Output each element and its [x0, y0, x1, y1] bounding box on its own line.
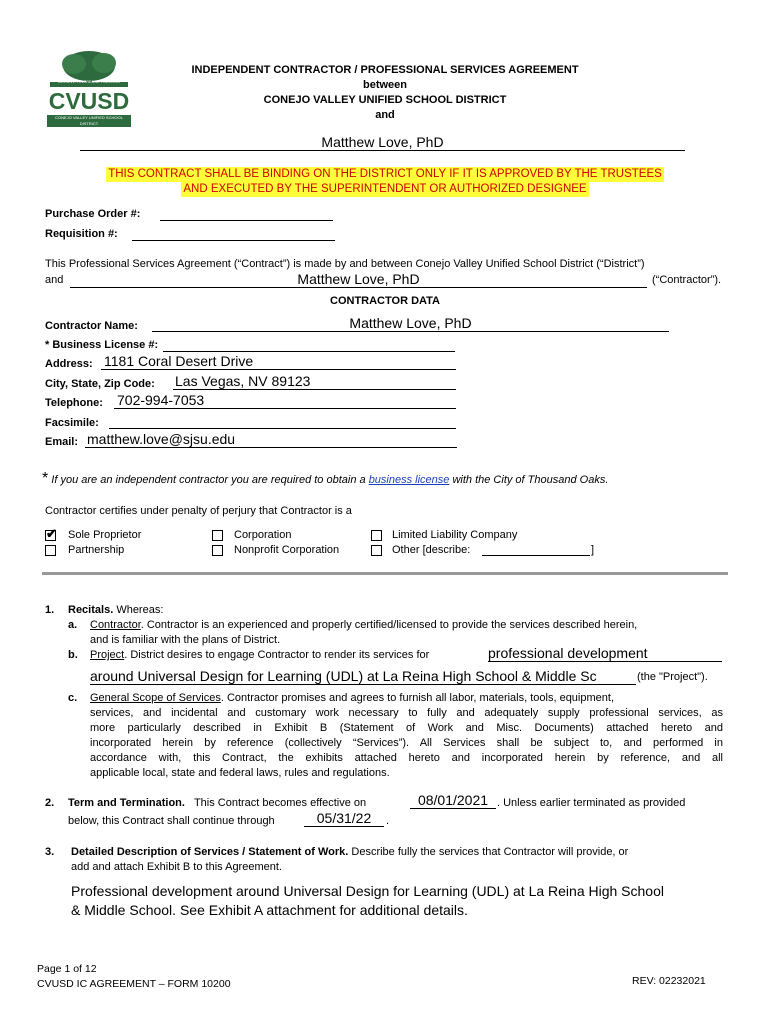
check-icon: ✔ [46, 526, 57, 541]
project-field-2[interactable]: around Universal Design for Learning (UDL) at La Reina High School & Middle Sc [90, 668, 636, 685]
po-field[interactable] [160, 206, 333, 221]
item-b-line: . District desires to engage Contractor to render its services for [124, 649, 430, 661]
license-field[interactable] [163, 337, 455, 352]
partnership-label: Partnership [68, 544, 125, 556]
doc-between: between [362, 79, 407, 91]
corporation-checkbox[interactable] [212, 530, 223, 541]
fax-field[interactable] [109, 414, 456, 429]
license-note-pre: If you are an independent contractor you are required to obtain a [51, 474, 366, 486]
item-a-letter: a. [68, 619, 78, 631]
doc-and: and [375, 109, 395, 121]
intro-and: and [45, 274, 64, 286]
item-c-title: General Scope of Services [90, 692, 221, 704]
section3-text1: Describe fully the services that Contractor will provide, or [351, 846, 629, 858]
item-c-line4: incorporated herein by reference (collectively “Services”). All Services shall be subject to, and performed in [90, 737, 723, 749]
other-checkbox[interactable] [371, 545, 382, 556]
asterisk: * [42, 470, 49, 487]
doc-district: CONEJO VALLEY UNIFIED SCHOOL DISTRICT [263, 94, 507, 106]
name-label: Contractor Name: [45, 320, 138, 332]
item-a-title: Contractor [90, 619, 141, 631]
contractor-name-top[interactable]: Matthew Love, PhD [80, 134, 685, 151]
section2-num: 2. [45, 797, 55, 809]
start-date-field[interactable]: 08/01/2021 [410, 792, 496, 809]
section1-num: 1. [45, 604, 55, 616]
item-a-line2: and is familiar with the plans of District. [90, 634, 281, 646]
section-divider [42, 572, 728, 575]
license-note [42, 470, 742, 488]
item-c-line6: applicable local, state and federal laws, rules and regulations. [90, 767, 390, 779]
city-field[interactable]: Las Vegas, NV 89123 [173, 373, 456, 390]
license-note-post: with the City of Thousand Oaks. [452, 474, 609, 486]
project-field-1[interactable]: professional development [488, 645, 722, 662]
item-c-letter: c. [68, 692, 78, 704]
sole-proprietor-checkbox[interactable] [45, 526, 57, 541]
services-desc-line2: & Middle School. See Exhibit A attachment for additional details. [71, 902, 468, 918]
llc-checkbox[interactable] [371, 530, 382, 541]
item-a-line1: . Contractor is an experienced and properly certified/licensed to provide the services described herein, [140, 619, 638, 631]
nonprofit-label: Nonprofit Corporation [234, 544, 340, 556]
section1-heading [68, 603, 163, 618]
item-b-letter: b. [68, 649, 78, 661]
item-c-line1: . Contractor promises and agrees to furnish all labor, materials, tools, equipment, [220, 692, 614, 704]
item-c-line3: more particularly described in Exhibit B (Statement of Work and Misc. Documents) attached hereto and [90, 722, 723, 734]
section1-title: Recitals. [68, 604, 114, 616]
phone-field[interactable]: 702-994-7053 [114, 392, 456, 409]
page-number: Page 1 of 12 [37, 963, 97, 975]
section3-text2: add and attach Exhibit B to this Agreement. [71, 861, 282, 873]
section2-line1 [68, 796, 366, 811]
item-b-text [90, 648, 429, 663]
req-field[interactable] [132, 226, 335, 241]
fax-label: Facsimile: [45, 417, 99, 429]
end-date-field[interactable]: 05/31/22 [304, 810, 384, 827]
corporation-label: Corporation [234, 529, 292, 541]
business-license-link[interactable]: business license [368, 474, 450, 486]
logo-text: CVUSD [48, 88, 130, 114]
project-suffix: (the "Project"). [637, 671, 708, 683]
revision: REV: 02232021 [632, 975, 706, 987]
services-description[interactable] [71, 882, 731, 920]
district-logo [44, 46, 134, 126]
section3-num: 3. [45, 846, 55, 858]
intro-text: This Professional Services Agreement (“Contract”) is made by and between Conejo Valley Unified School District (“District”) [45, 258, 645, 270]
section3-title: Detailed Description of Services / Statement of Work. [71, 846, 349, 858]
doc-title: INDEPENDENT CONTRACTOR / PROFESSIONAL SERVICES AGREEMENT [191, 64, 579, 76]
section2-text4: . [386, 815, 390, 827]
po-label: Purchase Order #: [45, 208, 141, 220]
section2-text1: This Contract becomes effective on [193, 797, 367, 809]
logo-tagline: ACHIEVE • INCREASE • BELONG [58, 79, 120, 84]
email-label: Email: [45, 436, 79, 448]
section3-line1 [71, 845, 628, 860]
item-b-title: Project [90, 649, 125, 661]
item-a-text [90, 618, 730, 648]
item-c-line5: accordance with, this Contract, the exhibits attached hereto and incorporated herein by reference, and all [90, 752, 723, 764]
other-field[interactable] [482, 543, 590, 556]
phone-label: Telephone: [45, 397, 103, 409]
req-label: Requisition #: [45, 228, 118, 240]
logo-subtitle: CONEJO VALLEY UNIFIED SCHOOL DISTRICT [47, 115, 131, 127]
form-id: CVUSD IC AGREEMENT – FORM 10200 [37, 978, 231, 990]
services-desc-line1: Professional development around Universal Design for Learning (UDL) at La Reina High School [71, 883, 664, 899]
section2-title: Term and Termination. [68, 797, 185, 809]
notice-line1: THIS CONTRACT SHALL BE BINDING ON THE DISTRICT ONLY IF IT IS APPROVED BY THE TRUSTEES [108, 168, 662, 180]
section1-whereas: Whereas: [116, 604, 164, 616]
intro-suffix: (“Contractor”). [652, 274, 722, 286]
notice-line2: AND EXECUTED BY THE SUPERINTENDENT OR AUTHORIZED DESIGNEE [183, 183, 587, 195]
city-label: City, State, Zip Code: [45, 378, 155, 390]
license-label: * Business License #: [45, 339, 159, 351]
address-label: Address: [45, 358, 93, 370]
contractor-data-title: CONTRACTOR DATA [330, 295, 440, 307]
other-label: Other [describe: [392, 544, 471, 556]
item-c-text [90, 691, 723, 706]
email-field[interactable]: matthew.love@sjsu.edu [85, 431, 457, 448]
name-field[interactable]: Matthew Love, PhD [152, 315, 669, 332]
sole-proprietor-label: Sole Proprietor [68, 529, 142, 541]
llc-label: Limited Liability Company [392, 529, 518, 541]
section2-text2: . Unless earlier terminated as provided [497, 797, 686, 809]
binding-notice [60, 167, 710, 197]
address-field[interactable]: 1181 Coral Desert Drive [101, 353, 456, 370]
nonprofit-checkbox[interactable] [212, 545, 223, 556]
partnership-checkbox[interactable] [45, 545, 56, 556]
intro-contractor-name[interactable]: Matthew Love, PhD [70, 271, 647, 288]
section2-text3: below, this Contract shall continue through [68, 815, 275, 827]
other-close: ] [591, 544, 595, 556]
item-c-line2: services, and incidental and customary work necessary to fully and adequately supply professional services, as [90, 707, 723, 719]
certify-text: Contractor certifies under penalty of perjury that Contractor is a [45, 505, 352, 517]
